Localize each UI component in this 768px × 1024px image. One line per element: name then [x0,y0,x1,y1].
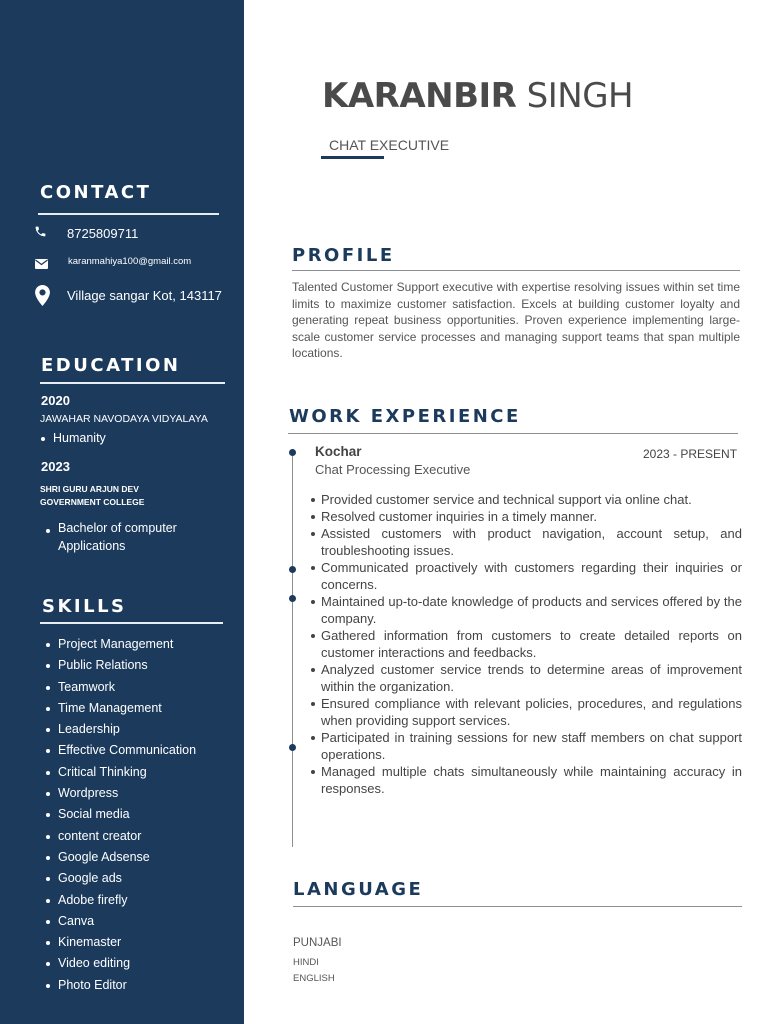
work-company: Kochar [315,444,362,459]
contact-email: karanmahiya100@gmail.com [68,256,192,267]
work-heading: WORK EXPERIENCE [289,406,521,427]
contact-heading: CONTACT [40,182,152,203]
work-role: Chat Processing Executive [315,462,471,477]
profile-divider [292,270,740,271]
work-bullet: Managed multiple chats simultaneously while maintaining accuracy in responses. [308,763,742,797]
profile-heading: PROFILE [292,245,395,266]
language-item: ENGLISH [293,973,335,984]
education-detail-2-line1: Bachelor of computer [40,520,177,538]
title-underline [321,156,384,159]
skill-item: Kinemaster [40,932,196,953]
education-detail-1: Humanity [35,428,106,449]
skills-heading: SKILLS [42,596,127,617]
contact-address: Village sangar Kot, 143117 [67,288,222,303]
language-item: PUNJABI [293,937,342,949]
work-bullet: Assisted customers with product navigation, account setup, and troubleshooting issues. [308,525,742,559]
skill-item: Public Relations [40,655,196,676]
contact-divider [38,213,219,215]
skill-item: Critical Thinking [40,762,196,783]
work-bullet: Analyzed customer service trends to determine areas of improvement within the organization. [308,661,742,695]
skill-item: Social media [40,804,196,825]
education-school-2-line2: GOVERNMENT COLLEGE [40,497,145,507]
sidebar [0,0,244,1024]
skill-item: Leadership [40,719,196,740]
timeline-line [292,450,293,847]
skill-item: Time Management [40,698,196,719]
last-name: SINGH [526,76,634,116]
work-bullet: Resolved customer inquiries in a timely manner. [308,508,742,525]
education-heading: EDUCATION [41,355,181,376]
phone-icon [34,225,47,243]
mail-icon [35,256,48,274]
location-pin-icon [35,285,50,311]
work-bullet: Participated in training sessions for new staff members on chat support operations. [308,729,742,763]
timeline-dot [289,595,296,602]
work-bullet: Provided customer service and technical support via online chat. [308,491,742,508]
education-school-2-line1: SHRI GURU ARJUN DEV [40,484,139,494]
skill-item: Effective Communication [40,740,196,761]
education-divider [40,382,225,384]
skills-list [40,634,196,996]
job-title: CHAT EXECUTIVE [329,137,450,153]
skills-divider [40,622,223,624]
contact-phone: 8725809711 [67,226,139,241]
work-dates: 2023 - PRESENT [643,447,738,461]
profile-text: Talented Customer Support executive with expertise resolving issues within set time limits to maximize customer satisfaction. Excels at building customer loyalty and generating repeat business opportunities. Proven experience implementing large-scale customer service processes and managing support teams that span multiple locations. [292,280,740,360]
first-name: KARANBIR [322,76,517,116]
skill-item: Video editing [40,953,196,974]
skill-item: Project Management [40,634,196,655]
work-bullet: Communicated proactively with customers regarding their inquiries or concerns. [308,559,742,593]
language-divider [293,906,742,907]
education-detail-2-line2: Applications [58,539,126,553]
skill-item: Google Adsense [40,847,196,868]
work-bullets [308,491,742,797]
candidate-name [322,76,633,116]
education-school-1: JAWAHAR NAVODAYA VIDYALAYA [40,413,208,425]
skill-item: Adobe firefly [40,890,196,911]
work-bullet: Ensured compliance with relevant policies, procedures, and regulations when providing support services. [308,695,742,729]
work-bullet: Maintained up-to-date knowledge of products and services offered by the company. [308,593,742,627]
skill-item: Canva [40,911,196,932]
education-year-1: 2020 [41,393,70,408]
work-divider [288,433,738,434]
timeline-dot [289,744,296,751]
language-heading: LANGUAGE [293,879,424,900]
education-year-2: 2023 [41,459,70,474]
language-item: HINDI [293,957,319,968]
skill-item: content creator [40,826,196,847]
skill-item: Photo Editor [40,975,196,996]
skill-item: Teamwork [40,677,196,698]
work-bullet: Gathered information from customers to create detailed reports on customer interactions and feedbacks. [308,627,742,661]
timeline-dot [289,449,296,456]
skill-item: Google ads [40,868,196,889]
skill-item: Wordpress [40,783,196,804]
timeline-dot [289,566,296,573]
